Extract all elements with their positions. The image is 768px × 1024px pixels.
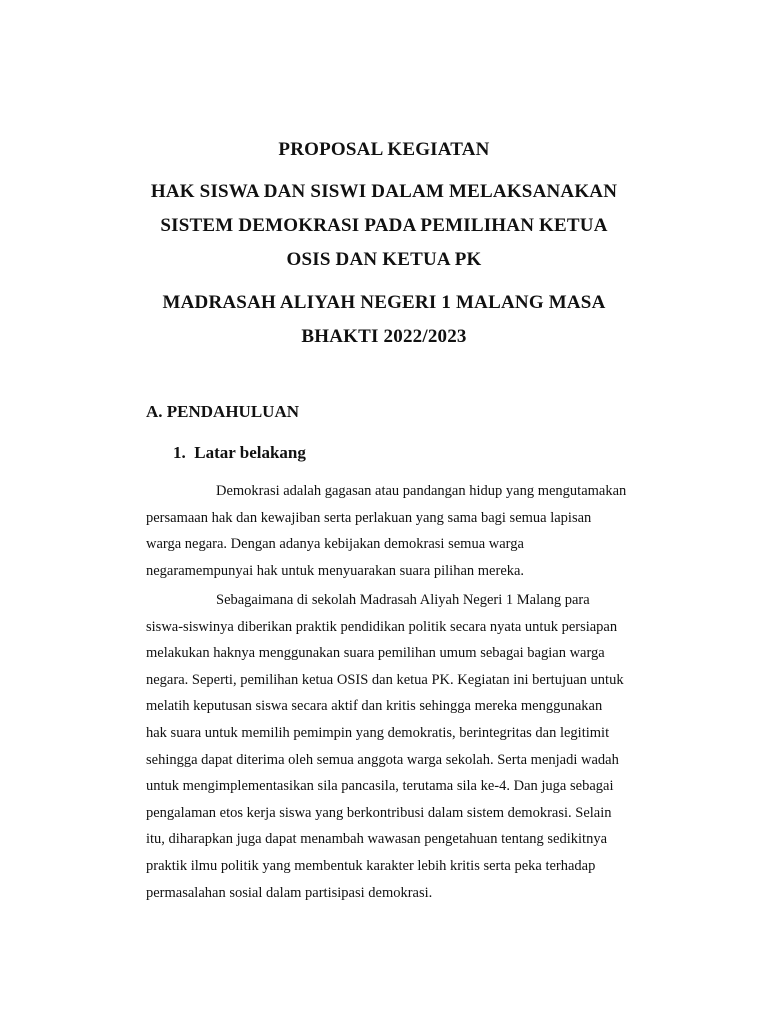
paragraph-line: melatih keputusan siswa secara aktif dan kritis sehingga mereka menggunakan bbox=[146, 698, 603, 715]
paragraph-line: Sebagaimana di sekolah Madrasah Aliyah Negeri 1 Malang para bbox=[216, 592, 590, 608]
paragraph-line: negaramempunyai hak untuk menyuarakan suara pilihan mereka. bbox=[146, 562, 525, 579]
institution-line: BHAKTI 2022/2023 bbox=[301, 326, 467, 347]
paragraph-line: untuk mengimplementasikan sila pancasila, terutama sila ke-4. Dan juga sebagai bbox=[146, 778, 614, 795]
paragraph-line: melakukan haknya menggunakan suara pemilihan umum sebagai bagian warga bbox=[146, 645, 605, 662]
subsection-heading: 1. Latar belakang bbox=[173, 443, 306, 462]
paragraph-line: hak suara untuk memilih pemimpin yang demokratis, berintegritas dan legitimit bbox=[146, 724, 610, 741]
paragraph-line: warga negara. Dengan adanya kebijakan demokrasi semua warga bbox=[146, 536, 524, 553]
paragraph-1 bbox=[146, 478, 666, 584]
paragraph-line: sehingga dapat diterima oleh semua anggota warga sekolah. Serta menjadi wadah bbox=[146, 751, 619, 768]
paragraph-line: permasalahan sosial dalam partisipasi demokrasi. bbox=[146, 884, 433, 901]
paragraph-line: Demokrasi adalah gagasan atau pandangan hidup yang mengutamakan bbox=[216, 483, 627, 499]
institution-line: MADRASAH ALIYAH NEGERI 1 MALANG MASA bbox=[162, 292, 606, 313]
paragraph-2 bbox=[146, 587, 666, 906]
paragraph-line: praktik ilmu politik yang membentuk karakter lebih kritis serta peka terhadap bbox=[146, 857, 596, 874]
subtitle-line: OSIS DAN KETUA PK bbox=[286, 249, 482, 270]
paragraph-line: itu, diharapkan juga dapat menambah wawasan pengetahuan tentang sedikitnya bbox=[146, 831, 608, 848]
document-title: PROPOSAL KEGIATAN bbox=[278, 139, 490, 160]
paragraph-line: negara. Seperti, pemilihan ketua OSIS dan ketua PK. Kegiatan ini bertujuan untuk bbox=[146, 671, 624, 688]
paragraph-line: siswa-siswinya diberikan praktik pendidikan politik secara nyata untuk persiapan bbox=[146, 618, 618, 635]
section-heading: A. PENDAHULUAN bbox=[146, 402, 299, 421]
subtitle-line: SISTEM DEMOKRASI PADA PEMILIHAN KETUA bbox=[160, 215, 608, 236]
paragraph-line: pengalaman etos kerja siswa yang berkontribusi dalam sistem demokrasi. Selain bbox=[146, 804, 612, 821]
subtitle-line: HAK SISWA DAN SISWI DALAM MELAKSANAKAN bbox=[150, 181, 618, 202]
paragraph-line: persamaan hak dan kewajiban serta perlakuan yang sama bagi semua lapisan bbox=[146, 509, 592, 526]
